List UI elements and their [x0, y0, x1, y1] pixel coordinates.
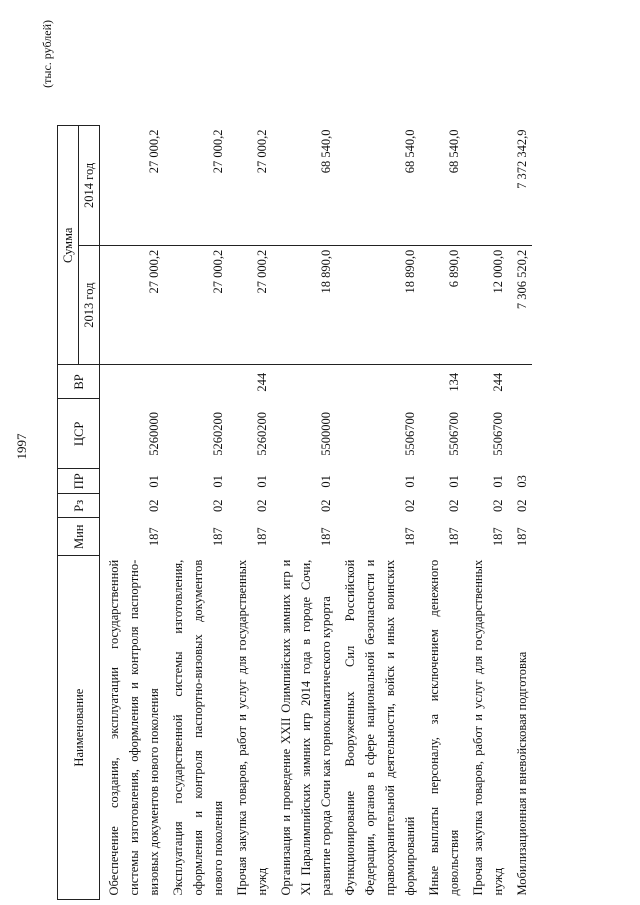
row-2014: 68 540,0	[403, 129, 417, 174]
row-name: Организация и проведение XXII Олимпийских зимних игр и XI Паралимпийских зимних игр 2014 года в городе Сочи, развитие города Сочи как горноклиматического курорта	[279, 559, 333, 896]
row-2014: 68 540,0	[319, 129, 333, 174]
header-min: Мин	[58, 518, 100, 556]
row-min: 187	[319, 527, 333, 547]
row-rz: 02	[319, 499, 333, 513]
row-min: 187	[447, 527, 461, 547]
row-csr: 5260200	[211, 412, 225, 456]
header-rz: Рз	[58, 494, 100, 518]
row-name: Прочая закупка товаров, работ и услуг для государственных нужд	[471, 559, 505, 896]
table-row	[228, 126, 272, 900]
row-rz: 02	[447, 499, 461, 513]
row-vr: 244	[491, 372, 505, 392]
row-min: 187	[211, 527, 225, 547]
header-sum: Сумма	[58, 126, 79, 365]
row-csr: 5260000	[147, 412, 161, 456]
row-name: Мобилизационная и вневойсковая подготовка	[515, 651, 529, 896]
row-pr: 01	[447, 475, 461, 488]
row-min: 187	[255, 527, 269, 547]
units-label: (тыс. рублей)	[40, 20, 54, 88]
row-pr: 01	[255, 475, 269, 488]
row-csr	[508, 399, 532, 469]
budget-table	[57, 125, 532, 900]
row-rz: 02	[147, 499, 161, 513]
row-vr	[336, 365, 420, 399]
row-2013: 27 000,2	[100, 245, 165, 365]
row-rz: 02	[211, 499, 225, 513]
header-2014: 2014 год	[79, 126, 100, 246]
table-row	[464, 126, 508, 900]
row-vr	[508, 365, 532, 399]
table-row	[508, 126, 532, 900]
row-2013: 27 000,2	[164, 245, 228, 365]
table-row	[164, 126, 228, 900]
row-name: Эксплуатация государственной системы изготовления, оформления и контроля паспортно-визовых документов нового поколения	[171, 559, 225, 896]
row-name: Обеспечение создания, эксплуатации государственной системы изготовления, оформления и контроля паспортно-визовых документов нового поколения	[107, 559, 161, 896]
table-row	[100, 126, 165, 900]
row-2013: 6 890,0	[420, 245, 464, 365]
row-vr	[272, 365, 336, 399]
row-csr: 5506700	[447, 412, 461, 456]
row-min: 187	[403, 527, 417, 547]
table-row	[420, 126, 464, 900]
row-pr: 01	[491, 475, 505, 488]
row-2013: 18 890,0	[272, 245, 336, 365]
row-2014: 7 372 342,9	[515, 129, 529, 189]
row-csr: 5260200	[255, 412, 269, 456]
row-rz: 02	[255, 499, 269, 513]
table-body	[100, 126, 533, 900]
row-pr: 01	[211, 475, 225, 488]
header-vr: ВР	[58, 365, 100, 399]
row-name: Прочая закупка товаров, работ и услуг для государственных нужд	[235, 559, 269, 896]
header-csr: ЦСР	[58, 399, 100, 469]
row-csr: 5506700	[491, 412, 505, 456]
row-rz: 02	[515, 499, 529, 513]
row-pr: 01	[319, 475, 333, 488]
row-rz: 02	[491, 499, 505, 513]
header-2013: 2013 год	[79, 245, 100, 365]
row-min: 187	[515, 527, 529, 547]
page-number: 1997	[14, 433, 29, 460]
row-pr: 01	[147, 475, 161, 488]
table-header	[58, 126, 100, 900]
row-2014: 68 540,0	[447, 129, 461, 174]
row-2013: 12 000,0	[464, 245, 508, 365]
row-2014	[464, 126, 508, 246]
row-csr: 5500000	[319, 412, 333, 456]
row-vr: 134	[447, 372, 461, 392]
table-row	[336, 126, 420, 900]
row-2013: 18 890,0	[336, 245, 420, 365]
row-rz: 02	[403, 499, 417, 513]
row-vr	[100, 365, 165, 399]
row-pr: 01	[403, 475, 417, 488]
row-min: 187	[147, 527, 161, 547]
row-name: Функционирование Вооруженных Сил Российской Федерации, органов в сфере национальной безопасности и правоохранительной деятельности, войск и иных воинских формирований	[343, 559, 417, 896]
row-pr: 03	[515, 475, 529, 488]
row-vr	[164, 365, 228, 399]
table-row	[272, 126, 336, 900]
row-2013: 7 306 520,2	[508, 245, 532, 365]
header-name: Наименование	[58, 556, 100, 900]
row-2014: 27 000,2	[255, 129, 269, 174]
row-2014: 27 000,2	[211, 129, 225, 174]
row-2013: 27 000,2	[228, 245, 272, 365]
row-2014: 27 000,2	[147, 129, 161, 174]
row-name: Иные выплаты персоналу, за исключением денежного довольствия	[427, 559, 461, 896]
row-vr: 244	[255, 372, 269, 392]
header-pr: ПР	[58, 469, 100, 494]
row-csr: 5506700	[403, 412, 417, 456]
row-min: 187	[491, 527, 505, 547]
